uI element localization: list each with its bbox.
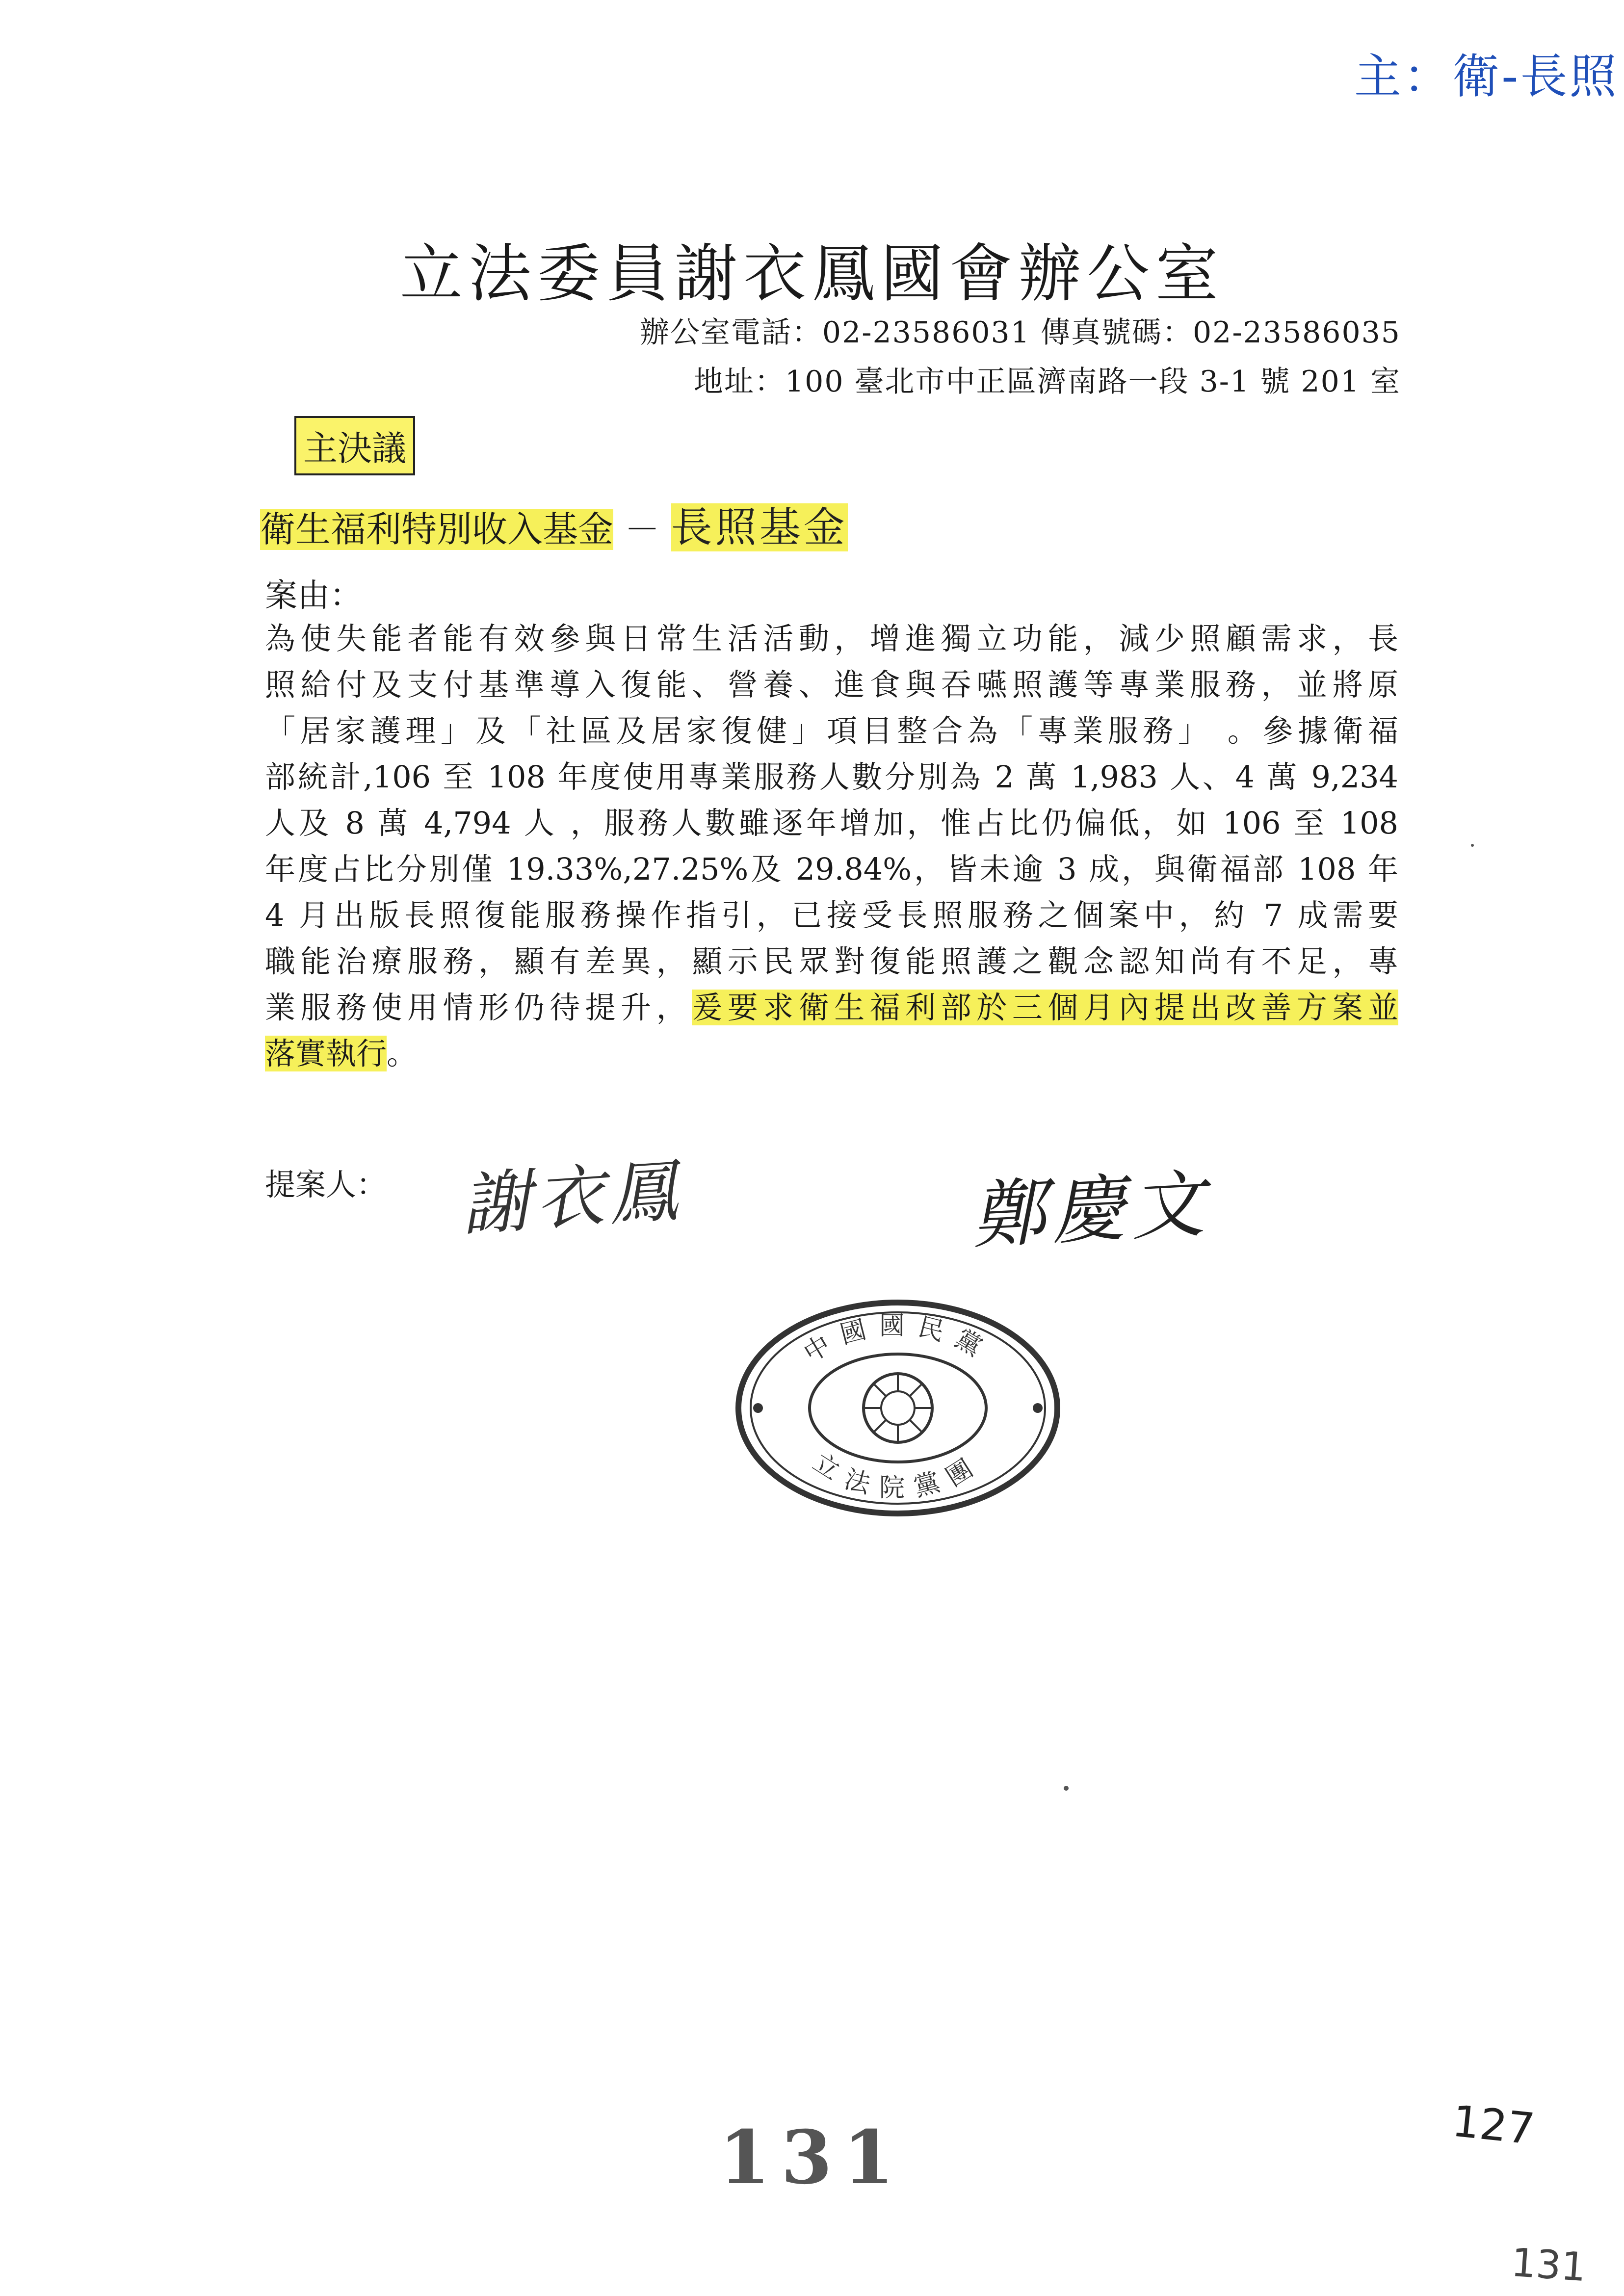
subject-fund-name: 衛生福利特別收入基金 <box>260 509 614 550</box>
signature-1: 謝衣鳳 <box>459 1150 685 1246</box>
reason-label: 案由： <box>265 576 362 614</box>
handwritten-page-note: 131 <box>1509 2239 1588 2291</box>
svg-text:中國國民黨 <box>799 1311 997 1368</box>
subject-handwritten-fund: 長照基金 <box>671 503 848 551</box>
body-line <box>265 985 1398 1031</box>
page-number: 131 <box>719 2114 905 2201</box>
office-phone-fax: 辦公室電話：02-23586031 傳真號碼：02-23586035 <box>639 315 1401 350</box>
party-seal <box>731 1295 1065 1521</box>
seal-flower-right-icon <box>1033 1403 1043 1413</box>
body-line: 職能治療服務，顯有差異，顯示民眾對復能照護之觀念認知尚有不足，專 <box>265 943 1398 979</box>
proposer-label: 提案人： <box>265 1167 387 1202</box>
body-line: 「居家護理」及「社區及居家復健」項目整合為「專業服務」 。參據衛福 <box>265 713 1398 749</box>
reason-body <box>265 616 1398 1077</box>
seal-top-text: 中國國民黨 <box>798 1311 997 1369</box>
body-line: 4 月出版長照復能服務操作指引，已接受長照服務之個案中，約 7 成需要 <box>265 897 1398 933</box>
body-line <box>265 1031 1398 1077</box>
seal-flower-left-icon <box>753 1403 763 1413</box>
body-line-text: 業服務使用情形仍待提升， <box>265 990 692 1025</box>
subject-line <box>260 495 848 554</box>
letterhead-title: 立法委員謝衣鳳國會辦公室 <box>399 237 1224 311</box>
body-line: 年度占比分別僅 19.33%,27.25%及 29.84%，皆未逾 3 成，與衛福部 108 年 <box>265 851 1398 887</box>
seal-bottom-text: 立法院黨團 <box>808 1447 988 1503</box>
scan-speck <box>1471 844 1474 847</box>
scan-speck <box>1064 1786 1069 1791</box>
body-highlight: 落實執行 <box>265 1036 387 1071</box>
body-line-text: 。 <box>387 1036 418 1071</box>
office-address: 地址：100 臺北市中正區濟南路一段 3-1 號 201 室 <box>693 365 1401 399</box>
subject-dash: － <box>613 509 671 550</box>
body-line: 部統計,106 至 108 年度使用專業服務人數分別為 2 萬 1,983 人、4 萬 9,234 <box>265 759 1398 795</box>
handwritten-page-note: 127 <box>1450 2095 1537 2155</box>
resolution-tag: 主決議 <box>294 416 415 475</box>
body-highlight: 爰要求衛生福利部於三個月內提出改善方案並 <box>692 990 1398 1025</box>
body-line: 人及 8 萬 4,794 人 ，服務人數雖逐年增加，惟占比仍偏低，如 106 至 108 <box>265 805 1398 841</box>
signature-2: 鄭慶文 <box>969 1161 1212 1259</box>
body-line: 照給付及支付基準導入復能、營養、進食與吞嚥照護等專業服務，並將原 <box>265 667 1398 703</box>
corner-handwritten-note: 主：衛-長照 <box>1354 49 1619 104</box>
body-line: 為使失能者能有效參與日常生活活動，增進獨立功能，減少照顧需求，長 <box>265 621 1398 656</box>
